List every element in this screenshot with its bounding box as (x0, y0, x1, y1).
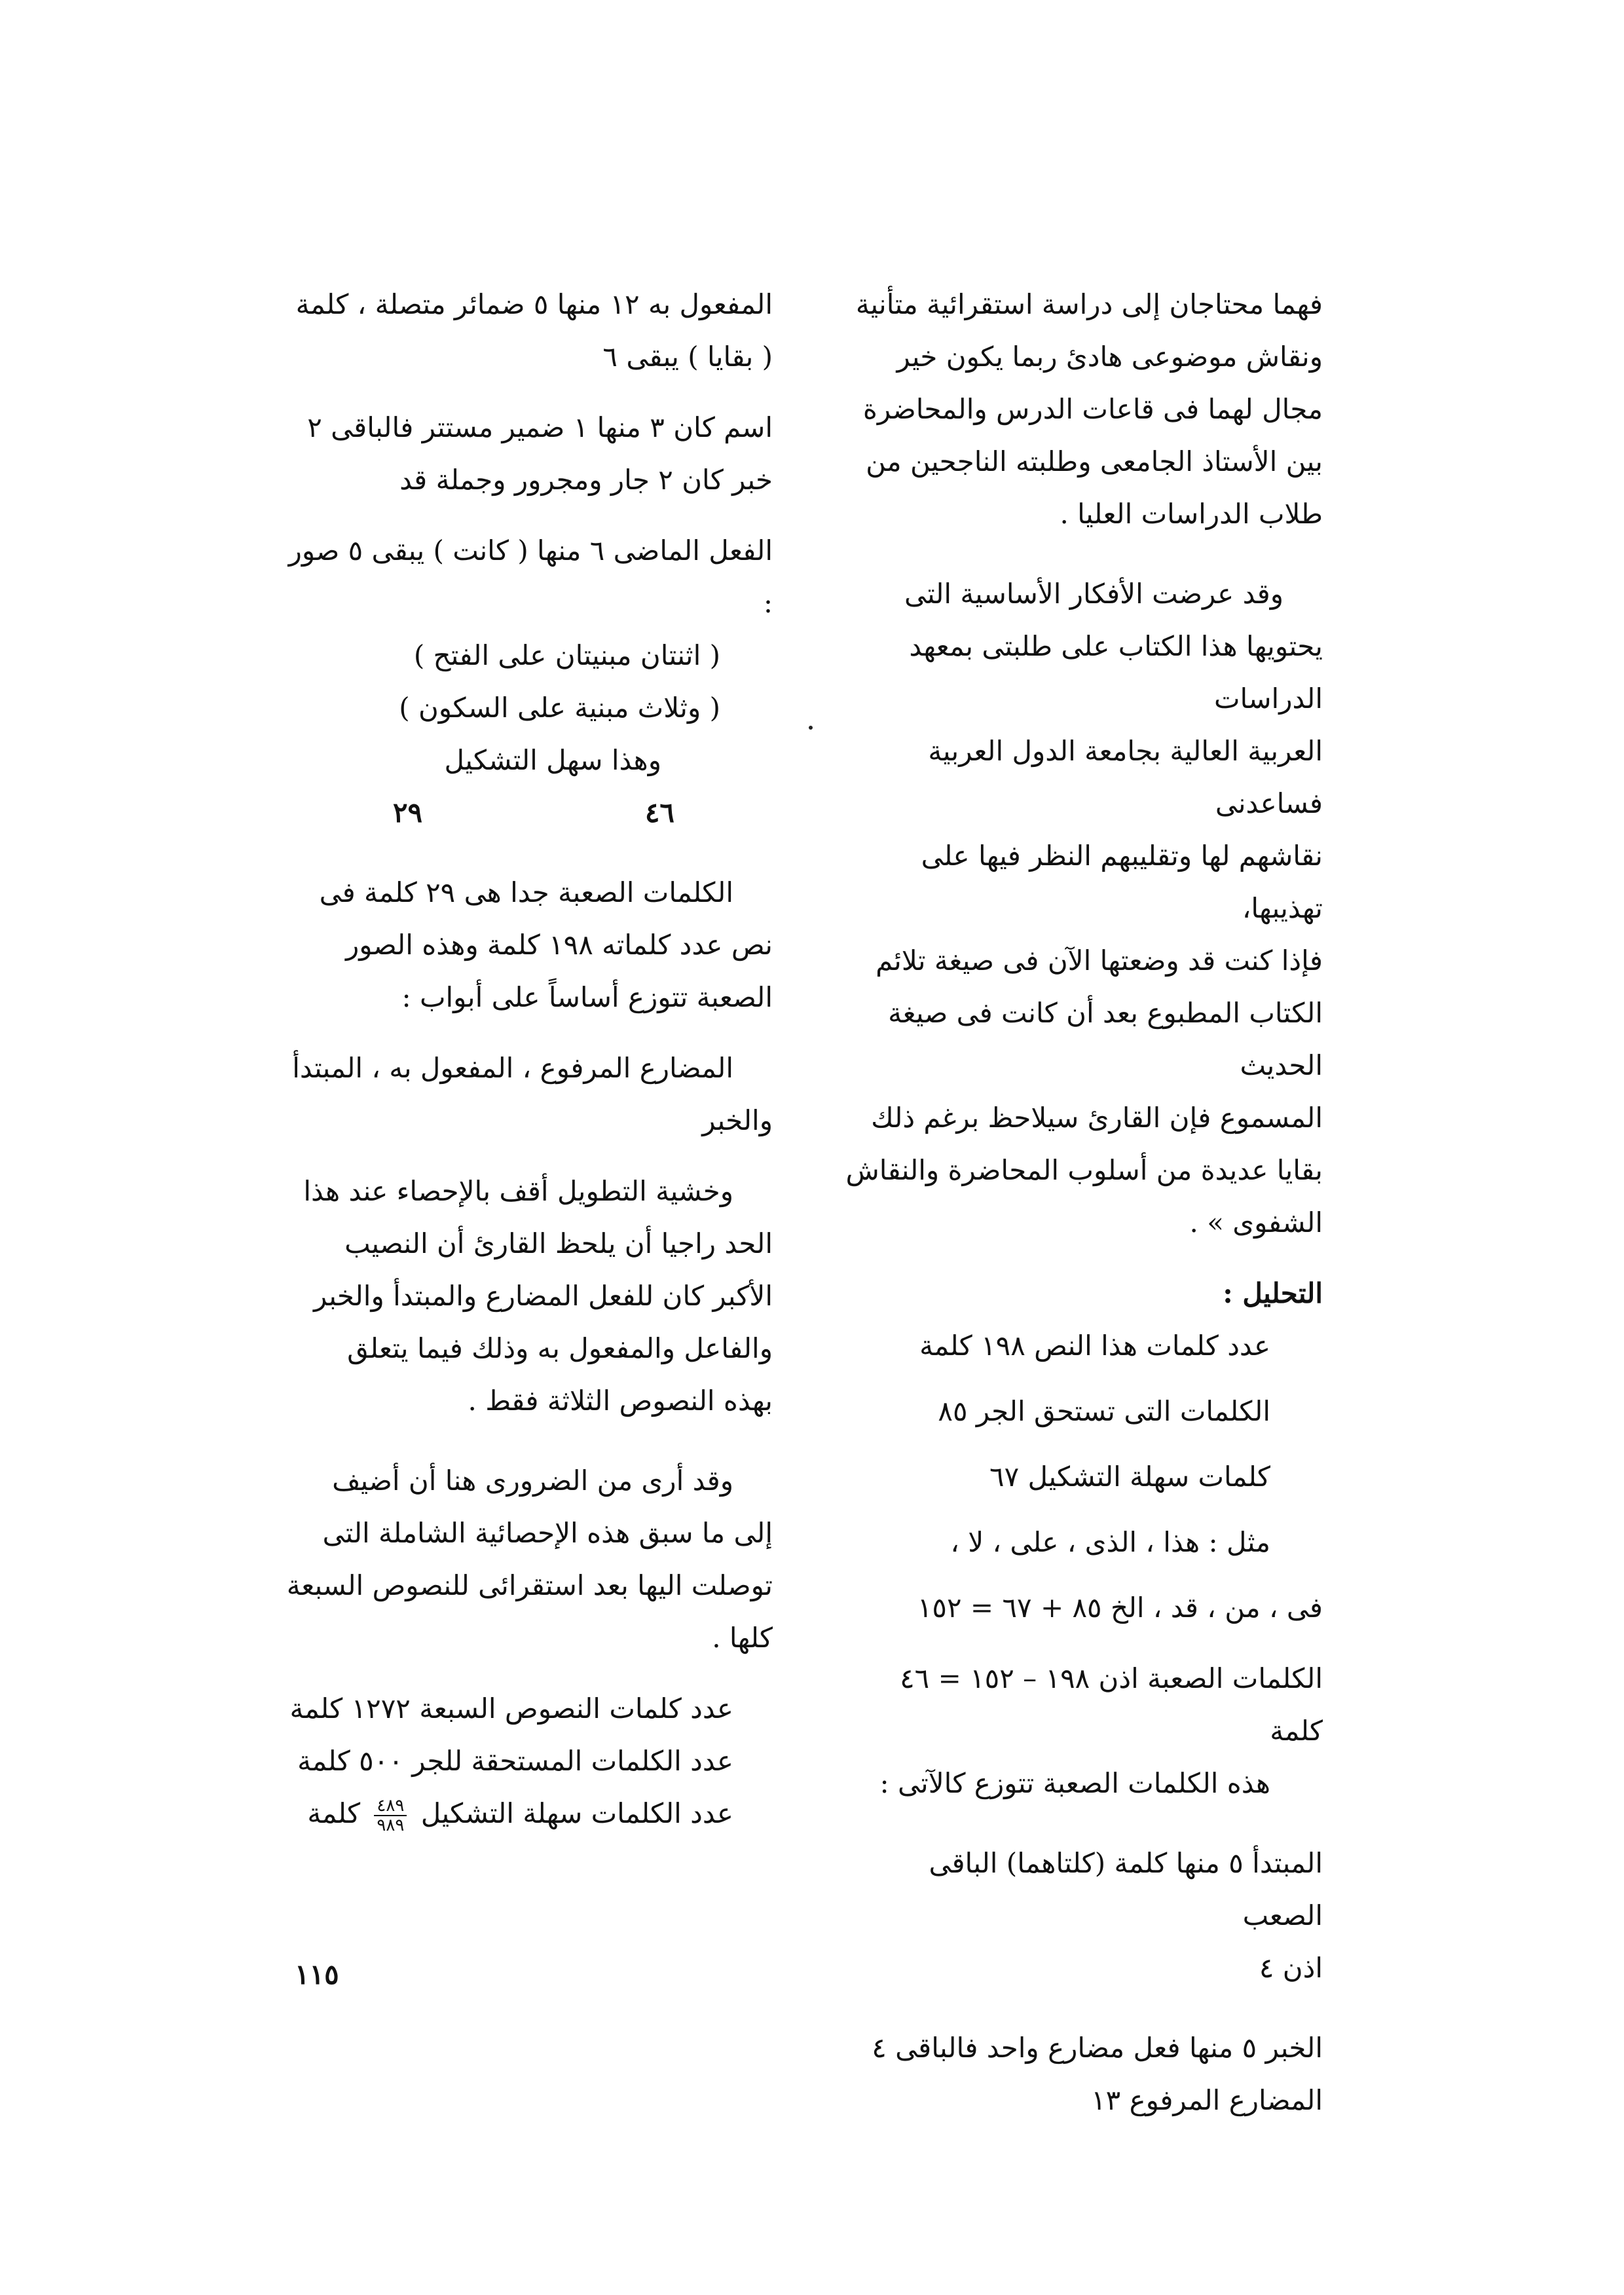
text-line: اذن ٤ (1259, 1952, 1323, 1984)
text-line: ونقاش موضوعى هادئ ربما يكون خير (896, 341, 1323, 373)
intro-paragraph (845, 278, 1323, 540)
kana-entry (275, 401, 773, 506)
text-line: ( وثلاث مبنية على السكون ) (399, 692, 720, 724)
text-line: والخبر (702, 1104, 773, 1136)
mubtada-entry (845, 1837, 1323, 1994)
text-line: المبتدأ ٥ منها كلمة (كلتاهما) الباقى الصعب (929, 1847, 1323, 1931)
text-line: المسموع فإن القارئ سيلاحظ برغم ذلك (871, 1102, 1323, 1134)
text-line: الصعبة تتوزع أساساً على أبواب : (401, 981, 773, 1013)
ideas-paragraph (845, 568, 1323, 1249)
fraction-numerator: ٤٨٩ (374, 1797, 407, 1816)
text-line: الحد راجيا أن يلحظ القارئ أن النصيب (344, 1227, 773, 1259)
text-line: وخشية التطويل أقف بالإحصاء عند هذا (303, 1175, 733, 1207)
text-line: الفعل الماضى ٦ منها ( كانت ) يبقى ٥ صور : (288, 534, 773, 619)
stat-line-fraction (275, 1787, 773, 1840)
addition-paragraph (275, 1455, 773, 1664)
text-line: الشفوى » . (1189, 1206, 1323, 1239)
text-line: ( اثنتان مبنيتان على الفتح ) (413, 639, 720, 671)
text-line: فهما محتاجان إلى دراسة استقرائية متأنية (855, 288, 1323, 320)
categories-list (275, 1042, 773, 1147)
text-line: الأكبر كان للفعل المضارع والمبتدأ والخبر (314, 1280, 773, 1312)
text-line: توصلت اليها بعد استقرائى للنصوص السبعة (286, 1569, 773, 1601)
text-line: اسم كان ٣ منها ١ ضمير مستتر فالباقى ٢ (307, 411, 773, 443)
fraction (374, 1797, 407, 1835)
fraction-denominator: ٩٨٩ (377, 1816, 405, 1835)
text-line: بين الأستاذ الجامعى وطلبته الناجحين من (866, 445, 1323, 477)
analysis-list (845, 1320, 1323, 1634)
text-line: نص عدد كلماته ١٩٨ كلمة وهذه الصور (346, 929, 773, 961)
conclusion-paragraph (275, 1165, 773, 1427)
total-value: ٤٦ (644, 796, 674, 829)
text-line: العربية العالية بجامعة الدول العربية فساعدنى (928, 735, 1323, 819)
analysis-line: عدد كلمات هذا النص ١٩٨ كلمة (919, 1330, 1270, 1362)
past-verb-entry (275, 525, 773, 787)
text-line: والفاعل والمفعول به وذلك فيما يتعلق (347, 1332, 773, 1364)
text-line: نقاشهم لها وتقليبهم النظر فيها على تهذيبها، (921, 840, 1323, 924)
text-line: كلها . (712, 1622, 773, 1654)
text-line: بهذه النصوص الثلاثة فقط . (468, 1385, 773, 1417)
total-value: ٢٩ (393, 796, 423, 829)
analysis-line: الكلمات التى تستحق الجر ٨٥ (938, 1395, 1270, 1427)
text-line: ( بقايا ) يبقى ٦ (602, 341, 773, 373)
text-line: هذه الكلمات الصعبة تتوزع كالآتى : (879, 1767, 1270, 1799)
very-hard-paragraph (275, 867, 773, 1024)
totals-row (275, 787, 773, 839)
object-entry (275, 278, 773, 383)
analysis-line: فى ، من ، قد ، الخ ٨٥ + ٦٧ = ١٥٢ (917, 1592, 1323, 1624)
text-line: المضارع المرفوع ، المفعول به ، المبتدأ (292, 1052, 733, 1084)
text-line: وقد أرى من الضرورى هنا أن أضيف (332, 1465, 733, 1497)
right-column (845, 278, 1323, 2127)
stat-unit: كلمة (307, 1797, 361, 1829)
analysis-line: مثل : هذا ، الذى ، على ، لا ، (950, 1526, 1270, 1558)
text-line: وهذا سهل التشكيل (444, 744, 661, 776)
stat-line: عدد الكلمات المستحقة للجر ٥٠٠ كلمة (297, 1745, 733, 1777)
text-line: بقايا عديدة من أسلوب المحاضرة والنقاش (845, 1154, 1323, 1186)
stat-line: عدد كلمات النصوص السبعة ١٢٧٢ كلمة (289, 1692, 733, 1725)
text-line: فإذا كنت قد وضعتها الآن فى صيغة تلائم (876, 944, 1323, 977)
text-line: إلى ما سبق هذه الإحصائية الشاملة التى (322, 1517, 773, 1549)
analysis-heading: التحليل : (1223, 1277, 1323, 1309)
margin-mark (809, 726, 813, 730)
text-line: المضارع المرفوع ١٣ (1091, 2084, 1323, 2116)
khabar-entry (845, 2022, 1323, 2127)
stat-label: عدد الكلمات سهلة التشكيل (420, 1797, 733, 1829)
analysis-line: كلمات سهلة التشكيل ٦٧ (989, 1461, 1270, 1493)
text-line: الكلمات الصعبة اذن ١٩٨ – ١٥٢ = ٤٦ كلمة (900, 1662, 1323, 1747)
overall-stats (275, 1683, 773, 1840)
page-number: ١١٥ (295, 1958, 339, 1990)
text-line: خبر كان ٢ جار ومجرور وجملة قد (399, 464, 773, 496)
left-column (275, 278, 773, 1840)
text-line: الكلمات الصعبة جدا هى ٢٩ كلمة فى (319, 876, 733, 908)
text-line: وقد عرضت الأفكار الأساسية التى (904, 578, 1283, 610)
text-line: مجال لهما فى قاعات الدرس والمحاضرة (862, 393, 1323, 425)
hard-words-summary (845, 1652, 1323, 1810)
text-line: يحتويها هذا الكتاب على طلبتى بمعهد الدراسات (909, 630, 1323, 715)
text-line: طلاب الدراسات العليا . (1060, 498, 1323, 530)
text-line: الكتاب المطبوع بعد أن كانت فى صيغة الحديث (888, 997, 1323, 1081)
text-line: المفعول به ١٢ منها ٥ ضمائر متصلة ، كلمة (295, 288, 773, 320)
text-line: الخبر ٥ منها فعل مضارع واحد فالباقى ٤ (872, 2032, 1323, 2064)
